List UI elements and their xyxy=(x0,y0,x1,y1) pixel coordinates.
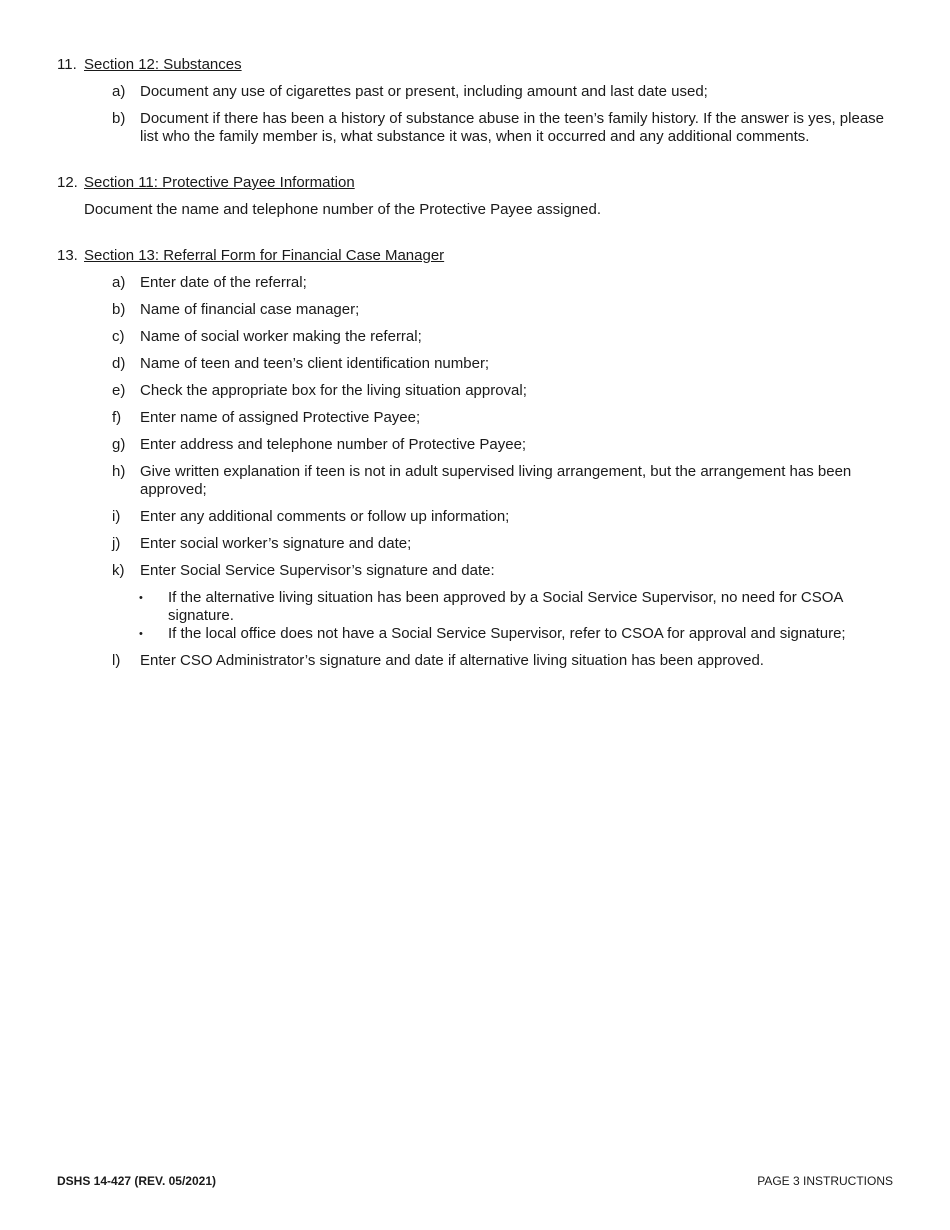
item-label: j) xyxy=(112,535,121,552)
item-text: Enter Social Service Supervisor’s signature and date: xyxy=(140,562,495,579)
item-label: a) xyxy=(112,83,126,100)
list-item xyxy=(57,463,900,499)
item-label: e) xyxy=(112,382,126,399)
section-paragraph: Document the name and telephone number of the Protective Payee assigned. xyxy=(84,201,601,218)
item-text: Enter social worker’s signature and date; xyxy=(140,535,412,552)
list-item xyxy=(57,652,900,670)
section-title: Section 13: Referral Form for Financial Case Manager xyxy=(84,247,445,264)
list-item xyxy=(57,436,900,454)
bullet-item xyxy=(139,625,888,643)
item-text: Document any use of cigarettes past or present, including amount and last date used; xyxy=(140,83,708,100)
item-text: Name of teen and teen’s client identification number; xyxy=(140,355,490,372)
item-label: b) xyxy=(112,110,126,127)
bullet-text: If the alternative living situation has been approved by a Social Service Supervisor, no need for CSOA signature. xyxy=(168,589,843,624)
section-number: 13. xyxy=(57,247,78,264)
item-text: Name of social worker making the referral; xyxy=(140,328,422,345)
bullet-marker: • xyxy=(139,628,143,640)
bullet-marker: • xyxy=(139,592,143,604)
bullet-item xyxy=(139,589,888,625)
section-13 xyxy=(57,247,950,670)
item-label: b) xyxy=(112,301,126,318)
item-label: d) xyxy=(112,355,126,372)
section-heading xyxy=(57,56,950,74)
list-item xyxy=(57,110,900,146)
item-text: Enter name of assigned Protective Payee; xyxy=(140,409,421,426)
list-item xyxy=(57,83,900,101)
item-text: Enter any additional comments or follow up information; xyxy=(140,508,510,525)
form-id: DSHS 14-427 (REV. 05/2021) xyxy=(57,1174,216,1188)
section-number: 11. xyxy=(57,56,77,73)
item-text: Enter CSO Administrator’s signature and date if alternative living situation has been approved. xyxy=(140,652,764,669)
item-text: Check the appropriate box for the living situation approval; xyxy=(140,382,527,399)
section-heading xyxy=(57,174,950,192)
list-item xyxy=(57,355,900,373)
bullet-list xyxy=(57,589,888,643)
item-label: l) xyxy=(112,652,121,669)
section-number: 12. xyxy=(57,174,78,191)
item-label: f) xyxy=(112,409,122,426)
list-item xyxy=(57,301,900,319)
list-item xyxy=(57,274,900,292)
list-item xyxy=(57,382,900,400)
section-11 xyxy=(57,56,950,146)
section-title: Section 11: Protective Payee Information xyxy=(84,174,355,191)
section-heading xyxy=(57,247,950,265)
section-title: Section 12: Substances xyxy=(84,56,242,73)
item-text: Give written explanation if teen is not in adult supervised living arrangement, but the arrangement has been approved; xyxy=(140,463,852,498)
bullet-text: If the local office does not have a Social Service Supervisor, refer to CSOA for approval and signature; xyxy=(168,625,846,642)
page-label: PAGE 3 INSTRUCTIONS xyxy=(757,1174,893,1188)
item-label: i) xyxy=(112,508,121,525)
item-text: Enter address and telephone number of Protective Payee; xyxy=(140,436,527,453)
list-item xyxy=(57,328,900,346)
item-text: Enter date of the referral; xyxy=(140,274,307,291)
list-item xyxy=(57,535,900,553)
item-label: c) xyxy=(112,328,125,345)
list-item xyxy=(57,508,900,526)
section-12 xyxy=(57,174,950,219)
item-text: Name of financial case manager; xyxy=(140,301,360,318)
list-item xyxy=(57,562,900,580)
item-label: g) xyxy=(112,436,126,453)
item-label: a) xyxy=(112,274,126,291)
item-label: h) xyxy=(112,463,126,480)
item-text: Document if there has been a history of substance abuse in the teen’s family history. If the answer is yes, please list who the family member is, what substance it was, when it occurred and any additional comments. xyxy=(140,110,885,145)
item-label: k) xyxy=(112,562,125,579)
list-item xyxy=(57,409,900,427)
